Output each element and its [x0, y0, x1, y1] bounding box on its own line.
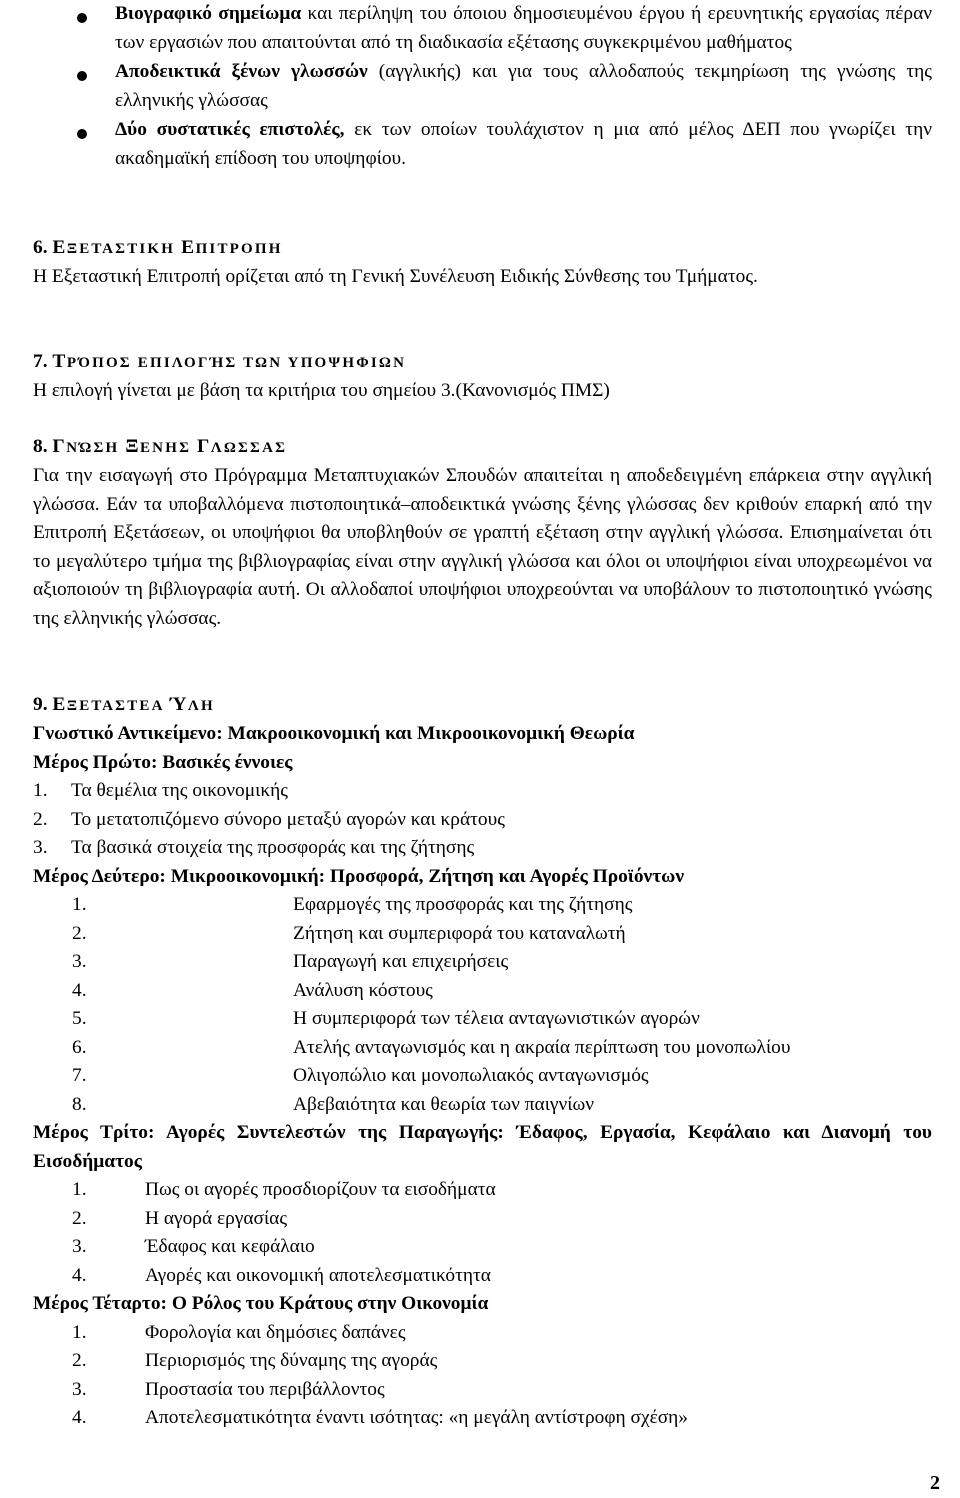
bullet-icon	[77, 71, 87, 81]
list-item: 8. Αβεβαιότητα και θεωρία των παιγνίων	[72, 1093, 595, 1115]
bullet-icon	[77, 129, 87, 139]
subject-title: Γνωστικό Αντικείμενο: Μακροοικονομική και Μικροοικονομική Θεωρία	[33, 723, 635, 744]
list-item: 1. Φορολογία και δημόσιες δαπάνες	[72, 1321, 406, 1343]
section-number: 9.	[33, 694, 48, 715]
list-item: 4. Αγορές και οικονομική αποτελεσματικότητα	[72, 1264, 491, 1286]
list-item: 4. Ανάλυση κόστους	[72, 979, 433, 1001]
section-number: 8.	[33, 436, 48, 457]
part-4-list	[33, 1319, 932, 1433]
list-item: 4. Αποτελεσματικότητα έναντι ισότητας: «η μεγάλη αντίστροφη σχέση»	[72, 1407, 689, 1428]
list-item: 3. Έδαφος και κεφάλαιο	[72, 1236, 315, 1257]
part-4-title: Μέρος Τέταρτο: Ο Ρόλος του Κράτους στην Οικονομία	[33, 1293, 489, 1314]
bullet-bold: Βιογραφικό σημείωμα	[115, 3, 302, 24]
bullet-icon	[77, 13, 87, 23]
bullet-text: (αγγλικής) και για τους αλλοδαπούς τεκμηρίωση της γνώσης της ελληνικής γλώσσας	[115, 61, 932, 111]
part-3-title: Μέρος Τρίτο: Αγορές Συντελεστών της Παραγωγής: Έδαφος, Εργασία, Κεφάλαιο και Διανομή του Εισοδήματος	[33, 1122, 932, 1172]
list-item: 5. Η συμπεριφορά των τέλεια ανταγωνιστικών αγορών	[72, 1008, 700, 1029]
list-item: 1. Τα θεμέλια της οικονομικής	[33, 780, 288, 801]
list-item: 7. Ολιγοπώλιο και μονοπωλιακός ανταγωνισμός	[72, 1065, 649, 1086]
part-1-title: Μέρος Πρώτο: Βασικές έννοιες	[33, 751, 293, 773]
list-item: 3. Προστασία του περιβάλλοντος	[72, 1378, 385, 1400]
bullet-bold: Αποδεικτικά ξένων γλωσσών	[115, 61, 368, 82]
list-item: 3. Τα βασικά στοιχεία της προσφοράς και της ζήτησης	[33, 837, 475, 858]
list-item: 2. Η αγορά εργασίας	[72, 1207, 288, 1229]
list-item: 2. Ζήτηση και συμπεριφορά του καταναλωτή	[72, 922, 626, 944]
syllabus	[33, 720, 932, 1433]
part-3-list	[33, 1176, 932, 1290]
section-title: ΓΝΏΣΗ ΞΕΝΗΣ ΓΛΩΣΣΑΣ	[52, 436, 288, 457]
list-item: 1. Εφαρμογές της προσφοράς και της ζήτησης	[72, 894, 633, 915]
section-title: ΕΞΕΤΑΣΤΙΚΗ ΕΠΙΤΡΟΠΗ	[52, 237, 283, 258]
list-item: 3. Παραγωγή και επιχειρήσεις	[72, 951, 509, 972]
list-item: 1. Πως οι αγορές προσδιορίζουν τα εισοδήματα	[72, 1179, 496, 1200]
list-item	[33, 116, 932, 173]
list-item	[33, 0, 932, 57]
part-1-list	[33, 777, 932, 863]
bullet-text: και περίληψη του όποιου δημοσιευμένου έργου ή ερευνητικής εργασίας πέραν των εργασιών που απαιτούνται από τη διαδικασία εξέτασης συγκεκριμένου μαθήματος	[115, 3, 933, 53]
section-title: ΤΡΌΠΟΣ ΕΠΙΛΟΓΉΣ ΤΩΝ ΥΠΟΨΗΦΙΩΝ	[52, 351, 407, 372]
bullet-text: εκ των οποίων τουλάχιστον η μια από μέλος ΔΕΠ που γνωρίζει την ακαδημαϊκή επίδοση του υποψηφίου.	[115, 119, 932, 169]
section-8-heading	[33, 433, 932, 463]
list-item: 2. Το μετατοπιζόμενο σύνορο μεταξύ αγορών και κράτους	[33, 808, 505, 830]
section-number: 7.	[33, 351, 48, 372]
list-item: 2. Περιορισμός της δύναμης της αγοράς	[72, 1350, 438, 1371]
section-number: 6.	[33, 237, 48, 258]
part-2-title: Μέρος Δεύτερο: Μικροοικονομική: Προσφορά, Ζήτηση και Αγορές Προϊόντων	[33, 865, 684, 887]
list-item	[33, 58, 932, 115]
section-8-text: Για την εισαγωγή στο Πρόγραμμα Μεταπτυχιακών Σπουδών απαιτείται η αποδεδειγμένη επάρκεια στην αγγλική γλώσσα. Εάν τα υποβαλλόμενα πιστοποιητικά–αποδεικτικά γνώσης ξένης γλώσσας δεν κριθούν επαρκή από την Επιτροπή Εξετάσεων, οι υποψήφιοι θα υποβληθούν σε γραπτή εξέταση στην αγγλική γλώσσα. Επισημαίνεται ότι το μεγαλύτερο τμήμα της βιβλιογραφίας είναι στην αγγλική γλώσσα και όλοι οι υποψήφιοι είναι υποχρεωμένοι να αξιοποιούν τη βιβλιογραφία αυτή. Οι αλλοδαποί υποψήφιοι υποχρεούνται να υποβάλουν το πιστοποιητικό γνώσης της ελληνικής γλώσσας.	[33, 465, 932, 629]
section-7-heading	[33, 348, 932, 378]
section-7-text: Η επιλογή γίνεται με βάση τα κριτήρια του σημείου 3.(Κανονισμός ΠΜΣ)	[33, 380, 610, 401]
section-6-text: Η Εξεταστική Επιτροπή ορίζεται από τη Γενική Συνέλευση Ειδικής Σύνθεσης του Τμήματος.	[33, 266, 758, 287]
part-2-list	[33, 891, 932, 1119]
bullet-bold: Δύο συστατικές επιστολές,	[115, 119, 345, 140]
page-number: 2	[930, 1472, 940, 1494]
section-9-heading	[33, 691, 932, 721]
requirements-list	[33, 0, 932, 173]
list-item: 6. Ατελής ανταγωνισμός και η ακραία περίπτωση του μονοπωλίου	[72, 1036, 791, 1058]
section-title: ΕΞΕΤΑΣΤΕΑ ΎΛΗ	[52, 694, 215, 715]
section-6-heading	[33, 234, 932, 264]
